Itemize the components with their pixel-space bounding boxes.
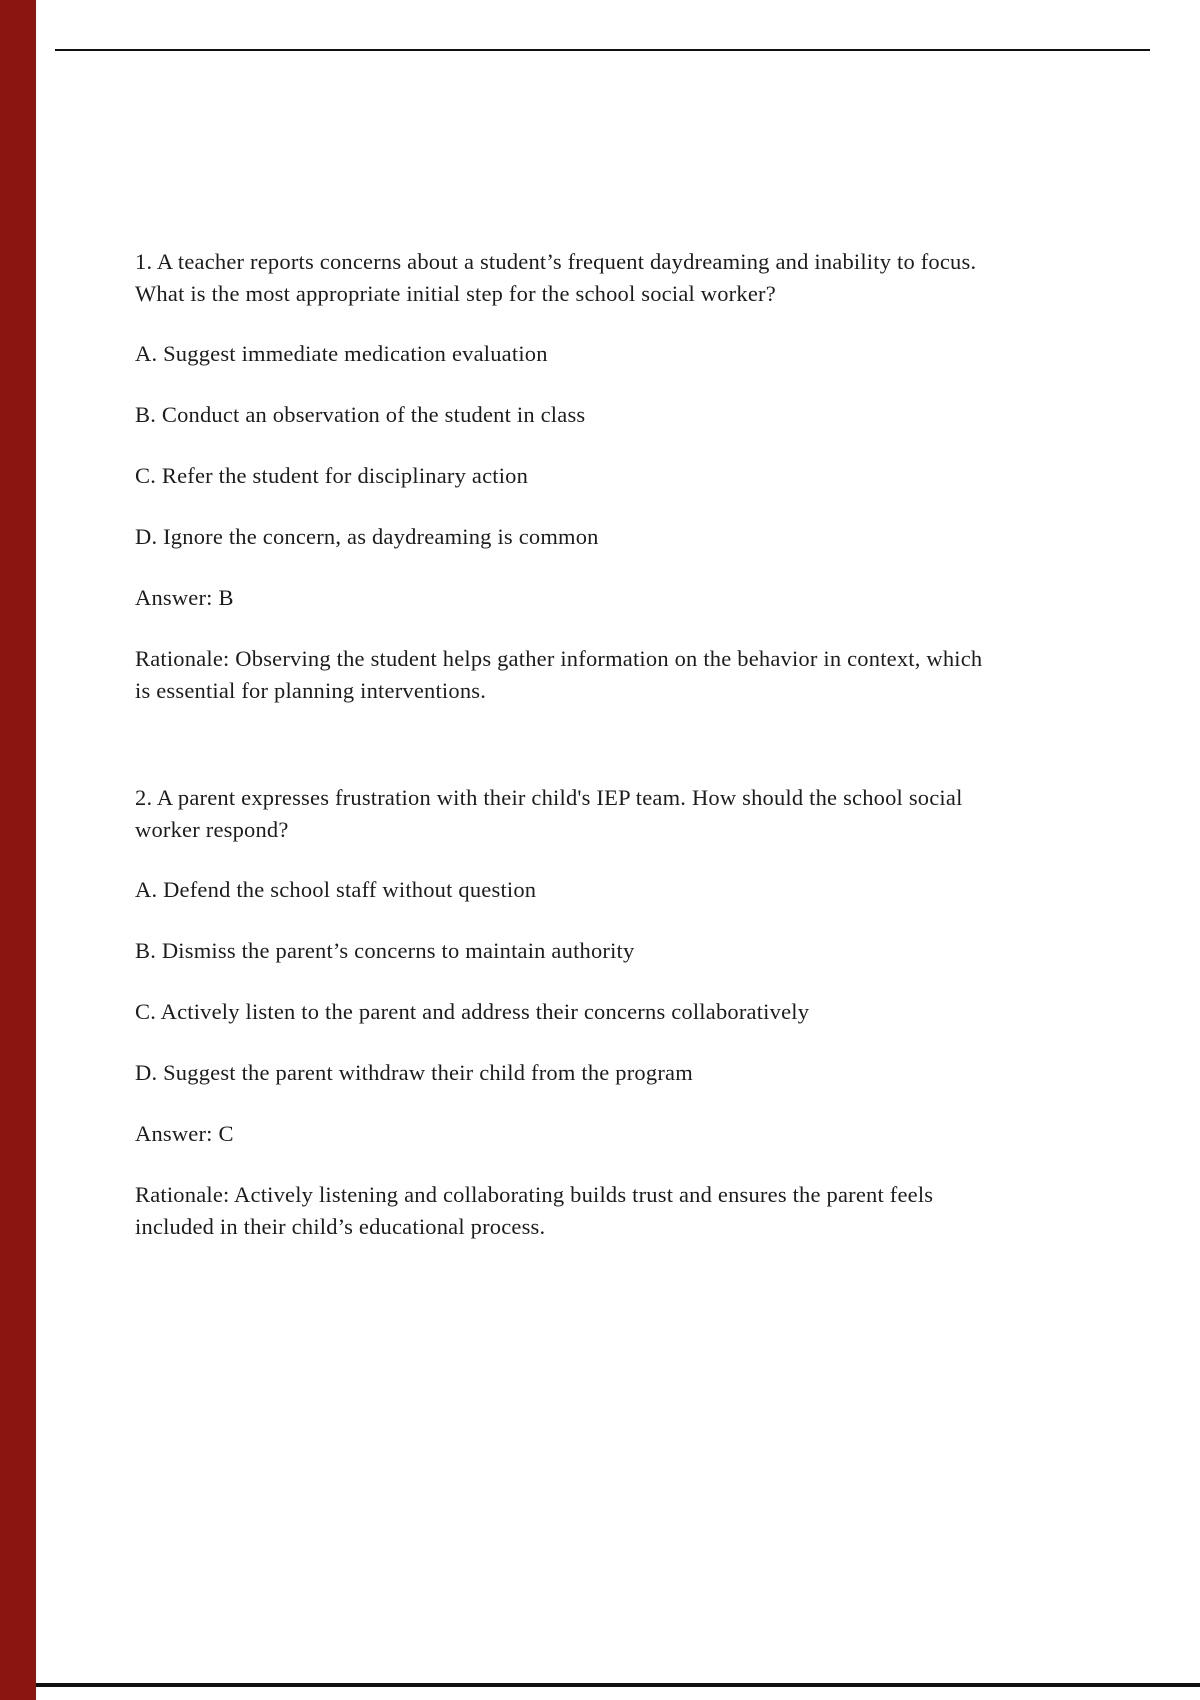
bottom-horizontal-rule [36, 1683, 1200, 1687]
document-content [135, 246, 1000, 1319]
question-option-a: A. Defend the school staff without question [135, 877, 537, 903]
question-option-d: D. Suggest the parent withdraw their child from the program [135, 1060, 693, 1086]
question-option-d: D. Ignore the concern, as daydreaming is common [135, 523, 599, 549]
question-text: 2. A parent expresses frustration with their child's IEP team. How should the school social worker respond? [135, 785, 963, 843]
top-horizontal-rule [55, 49, 1150, 51]
question-text: 1. A teacher reports concerns about a student’s frequent daydreaming and inability to focus. What is the most appropriate initial step for the school social worker? [135, 249, 977, 306]
rationale-text: Rationale: Observing the student helps gather information on the behavior in context, which is essential for planning interventions. [135, 645, 983, 703]
question-option-b: B. Conduct an observation of the student in class [135, 401, 586, 427]
rationale-text: Rationale: Actively listening and collaborating builds trust and ensures the parent feels included in their child’s educational process. [135, 1182, 934, 1239]
left-accent-bar [0, 0, 36, 1700]
question-block-2 [135, 782, 1000, 1242]
answer-line: Answer: C [135, 1121, 234, 1147]
answer-line: Answer: B [135, 584, 234, 610]
question-block-1 [135, 246, 1000, 706]
question-option-a: A. Suggest immediate medication evaluation [135, 340, 548, 366]
question-option-c: C. Refer the student for disciplinary action [135, 462, 529, 488]
question-option-b: B. Dismiss the parent’s concerns to maintain authority [135, 938, 635, 964]
question-option-c: C. Actively listen to the parent and address their concerns collaboratively [135, 999, 810, 1025]
